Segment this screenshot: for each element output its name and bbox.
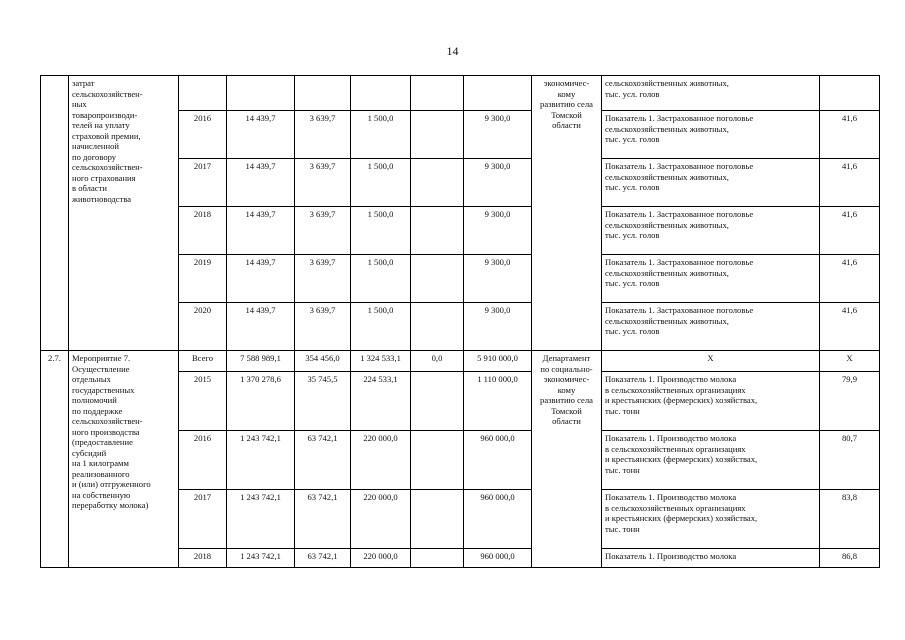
indicator-value-cell: 41,6 — [820, 207, 880, 255]
indicator-value-cell: 41,6 — [820, 159, 880, 207]
page-number: 14 — [446, 44, 459, 58]
indicator-cell: Показатель 1. Застрахованное поголовье сельскохозяйственных животных, тыс. усл. голов — [602, 111, 820, 159]
total-cell: 1 243 742,1 — [227, 549, 295, 568]
indicator-value-cell: 41,6 — [820, 111, 880, 159]
extrabudget-cell: 1 110 000,0 — [464, 372, 532, 431]
indicator-value-cell — [820, 76, 880, 111]
total-cell: 14 439,7 — [227, 255, 295, 303]
year-cell: 2017 — [179, 159, 227, 207]
total-cell: 14 439,7 — [227, 303, 295, 351]
total-cell: 14 439,7 — [227, 159, 295, 207]
regional-cell: 1 500,0 — [351, 111, 411, 159]
federal-cell: 3 639,7 — [295, 111, 351, 159]
table-body — [41, 76, 880, 568]
federal-cell: 63 742,1 — [295, 549, 351, 568]
year-cell — [179, 76, 227, 111]
indicator-value-cell: 80,7 — [820, 431, 880, 490]
local-cell — [411, 111, 464, 159]
extrabudget-cell: 9 300,0 — [464, 255, 532, 303]
extrabudget-cell: 960 000,0 — [464, 490, 532, 549]
regional-cell: 1 500,0 — [351, 255, 411, 303]
event-name-cell: затрат сельскохозяйствен- ных товаропроизводи- телей на уплату страховой премии, начисленной по договору сельскохозяйствен- ного страхования в области животноводства — [69, 76, 179, 351]
total-cell: 1 243 742,1 — [227, 431, 295, 490]
regional-cell: 1 500,0 — [351, 303, 411, 351]
table-row — [41, 351, 880, 372]
local-cell — [411, 549, 464, 568]
extrabudget-cell: 9 300,0 — [464, 111, 532, 159]
local-cell — [411, 76, 464, 111]
year-cell: 2018 — [179, 207, 227, 255]
federal-cell: 354 456,0 — [295, 351, 351, 372]
total-cell — [227, 76, 295, 111]
executor-cell: Департамент по социально- экономичес- кому развитию села Томской области — [532, 351, 602, 568]
extrabudget-cell: 960 000,0 — [464, 431, 532, 490]
year-cell: 2016 — [179, 111, 227, 159]
year-cell: 2018 — [179, 549, 227, 568]
regional-cell — [351, 76, 411, 111]
federal-cell: 3 639,7 — [295, 255, 351, 303]
indicator-cell: Показатель 1. Застрахованное поголовье сельскохозяйственных животных, тыс. усл. голов — [602, 303, 820, 351]
indicator-cell: Показатель 1. Производство молока в сельскохозяйственных организациях и крестьянских (фермерских) хозяйствах, тыс. тонн — [602, 372, 820, 431]
indicator-value-cell: 86,8 — [820, 549, 880, 568]
total-cell: 1 243 742,1 — [227, 490, 295, 549]
local-cell — [411, 490, 464, 549]
regional-cell: 220 000,0 — [351, 431, 411, 490]
federal-cell — [295, 76, 351, 111]
indicator-cell: Показатель 1. Производство молока — [602, 549, 820, 568]
federal-cell: 35 745,5 — [295, 372, 351, 431]
regional-cell: 1 324 533,1 — [351, 351, 411, 372]
local-cell — [411, 303, 464, 351]
extrabudget-cell: 9 300,0 — [464, 303, 532, 351]
extrabudget-cell: 960 000,0 — [464, 549, 532, 568]
total-cell: 7 588 989,1 — [227, 351, 295, 372]
table-row — [41, 76, 880, 111]
year-cell: Всего — [179, 351, 227, 372]
year-cell: 2020 — [179, 303, 227, 351]
indicator-cell: сельскохозяйственных животных, тыс. усл. голов — [602, 76, 820, 111]
extrabudget-cell — [464, 76, 532, 111]
indicator-cell: Показатель 1. Производство молока в сельскохозяйственных организациях и крестьянских (фермерских) хозяйствах, тыс. тонн — [602, 490, 820, 549]
local-cell: 0,0 — [411, 351, 464, 372]
extrabudget-cell: 9 300,0 — [464, 207, 532, 255]
row-number-cell: 2.7. — [41, 351, 69, 568]
indicator-value-cell: 41,6 — [820, 255, 880, 303]
total-cell: 14 439,7 — [227, 111, 295, 159]
federal-cell: 63 742,1 — [295, 431, 351, 490]
total-cell: 14 439,7 — [227, 207, 295, 255]
regional-cell: 1 500,0 — [351, 159, 411, 207]
extrabudget-cell: 5 910 000,0 — [464, 351, 532, 372]
indicator-value-cell: Х — [820, 351, 880, 372]
regional-cell: 1 500,0 — [351, 207, 411, 255]
year-cell: 2015 — [179, 372, 227, 431]
federal-cell: 63 742,1 — [295, 490, 351, 549]
extrabudget-cell: 9 300,0 — [464, 159, 532, 207]
regional-cell: 220 000,0 — [351, 490, 411, 549]
total-cell: 1 370 278,6 — [227, 372, 295, 431]
regional-cell: 220 000,0 — [351, 549, 411, 568]
local-cell — [411, 431, 464, 490]
program-table — [40, 75, 880, 568]
indicator-cell: Показатель 1. Производство молока в сельскохозяйственных организациях и крестьянских (фермерских) хозяйствах, тыс. тонн — [602, 431, 820, 490]
year-cell: 2016 — [179, 431, 227, 490]
year-cell: 2017 — [179, 490, 227, 549]
indicator-cell: Показатель 1. Застрахованное поголовье сельскохозяйственных животных, тыс. усл. голов — [602, 207, 820, 255]
indicator-value-cell: 79,9 — [820, 372, 880, 431]
federal-cell: 3 639,7 — [295, 159, 351, 207]
year-cell: 2019 — [179, 255, 227, 303]
local-cell — [411, 207, 464, 255]
local-cell — [411, 159, 464, 207]
indicator-value-cell: 83,8 — [820, 490, 880, 549]
executor-cell: экономичес- кому развитию села Томской области — [532, 76, 602, 351]
row-number-cell — [41, 76, 69, 351]
indicator-cell: Показатель 1. Застрахованное поголовье сельскохозяйственных животных, тыс. усл. голов — [602, 255, 820, 303]
indicator-value-cell: 41,6 — [820, 303, 880, 351]
federal-cell: 3 639,7 — [295, 303, 351, 351]
event-name-cell: Мероприятие 7. Осуществление отдельных государственных полномочий по поддержке сельскохозяйствен- ного производства (предоставление субсидий на 1 килограмм реализованного и (или) отгруженного на собственную переработку молока) — [69, 351, 179, 568]
indicator-cell: Х — [602, 351, 820, 372]
regional-cell: 224 533,1 — [351, 372, 411, 431]
federal-cell: 3 639,7 — [295, 207, 351, 255]
local-cell — [411, 255, 464, 303]
local-cell — [411, 372, 464, 431]
indicator-cell: Показатель 1. Застрахованное поголовье сельскохозяйственных животных, тыс. усл. голов — [602, 159, 820, 207]
